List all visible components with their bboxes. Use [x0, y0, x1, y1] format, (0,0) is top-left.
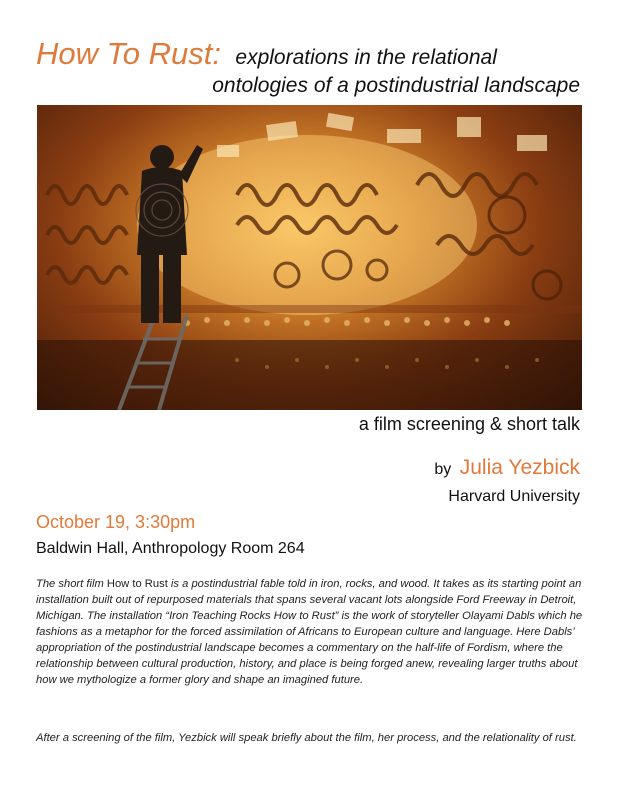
- title-line-1: [36, 36, 596, 72]
- poster-title: How To Rust:: [36, 36, 221, 71]
- by-word: by: [434, 461, 452, 478]
- after-screening-note: After a screening of the film, Yezbick will speak briefly about the film, her process, and the relationality of rust.: [36, 732, 577, 744]
- mural-illustration: [37, 105, 582, 410]
- event-subtitle: a film screening & short talk: [358, 414, 580, 434]
- event-date: October 19, 3:30pm: [36, 512, 196, 532]
- hero-image: [37, 105, 582, 410]
- description-part-2: is a postindustrial fable told in iron, rocks, and wood. It takes as its starting point an installation built out of repurposed materials that spans several vacant lots alongside Ford Freeway in Detroit, Michigan. The installation “Iron Teaching Rocks How to Rust” is the work of storyteller Olayami Dabls which he fashions as a metaphor for the forced assimilation of Africans to European culture and language. Here Dabls’ appropriation of the postindustrial landscape becomes a commentary on the half-life of Fordism, where the relationship between cultural production, history, and place is being forged anew, revealing larger truths about how we mythologize a former glory and shape an imagined future.: [36, 578, 583, 686]
- author-affiliation: Harvard University: [448, 488, 580, 505]
- author-name: Julia Yezbick: [459, 456, 580, 479]
- byline: [434, 456, 580, 480]
- film-title: How to Rust: [106, 578, 168, 590]
- poster-subtitle-line-1: explorations in the relational: [235, 46, 497, 69]
- poster-subtitle-line-2: ontologies of a postindustrial landscape: [212, 74, 580, 97]
- description-paragraph: [36, 576, 584, 688]
- description-part-1: The short film: [36, 578, 104, 590]
- event-venue: Baldwin Hall, Anthropology Room 264: [36, 540, 305, 557]
